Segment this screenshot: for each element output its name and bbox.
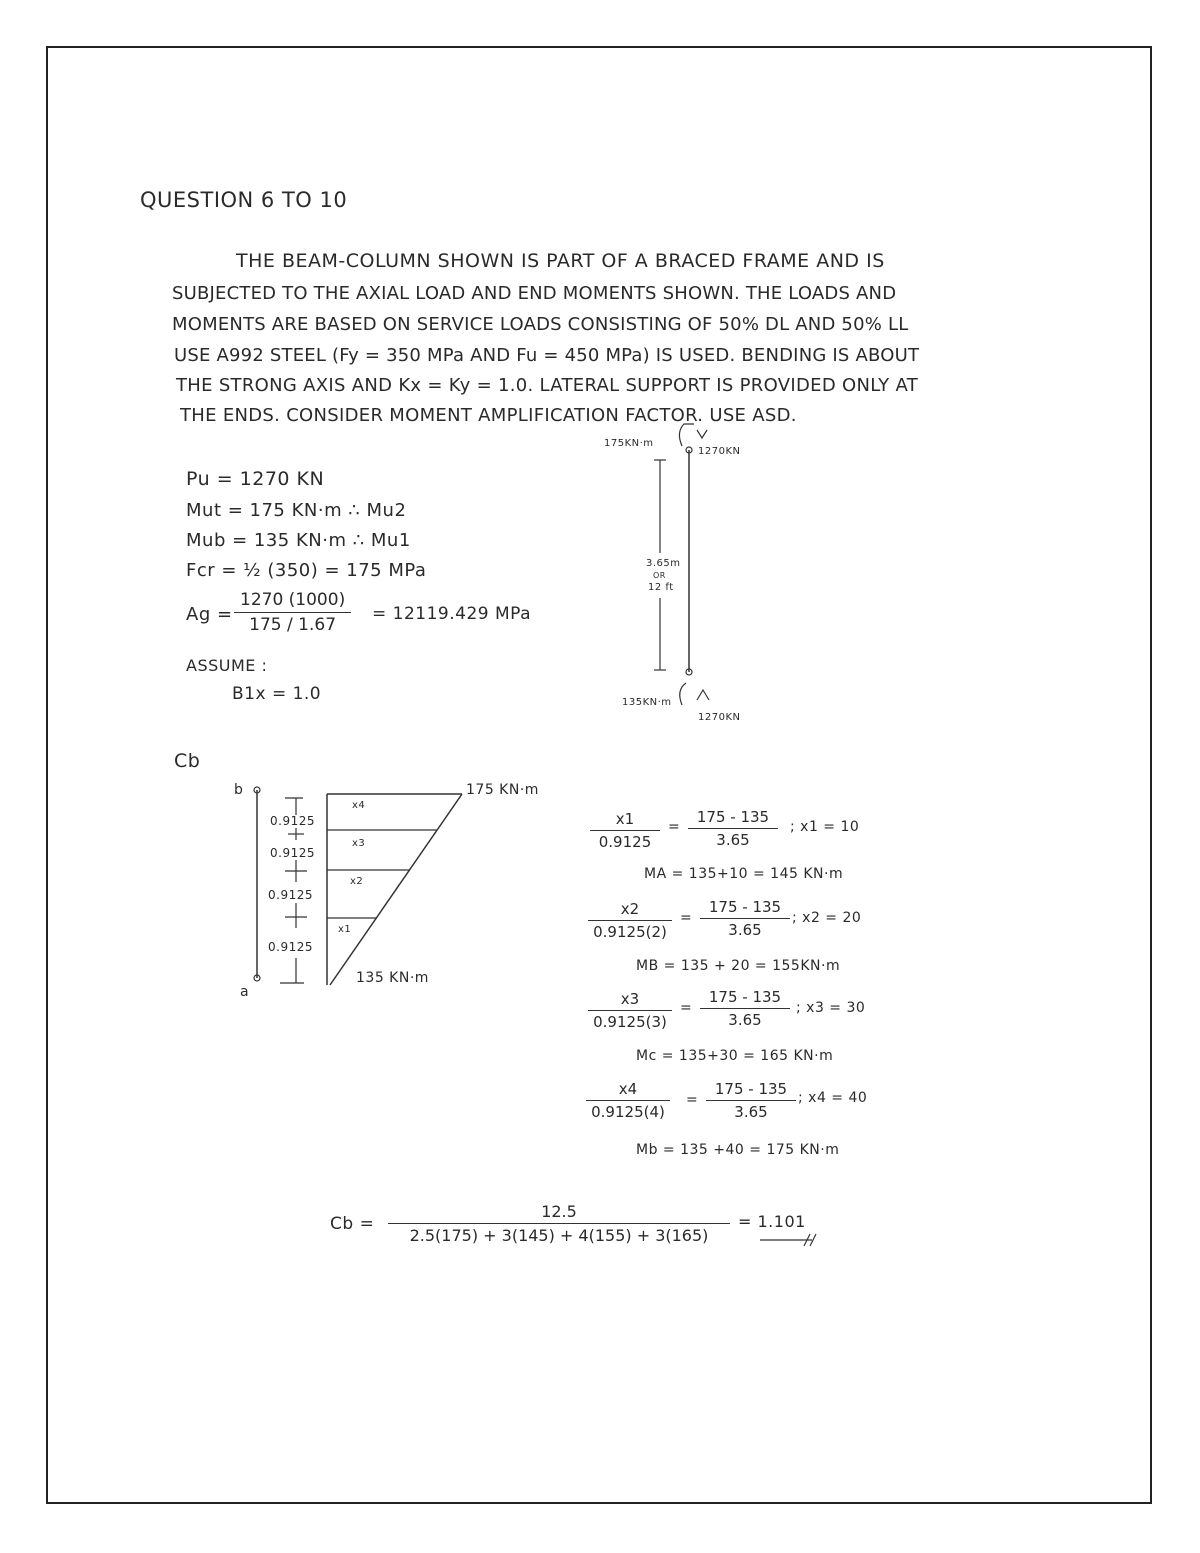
column-length: 3.65m: [646, 558, 681, 569]
cb-heading: Cb: [174, 750, 201, 772]
pu-value: Pu = 1270 KN: [186, 468, 325, 490]
mub-value: Mub = 135 KN·m ∴ Mu1: [186, 530, 411, 551]
calc3-left-num: x3: [588, 990, 672, 1011]
calc2-moment: MB = 135 + 20 = 155KN·m: [636, 958, 841, 974]
problem-line-1: THE BEAM-COLUMN SHOWN IS PART OF A BRACED FRAME AND IS: [236, 250, 885, 272]
problem-line-2: SUBJECTED TO THE AXIAL LOAD AND END MOMENTS SHOWN. THE LOADS AND: [172, 283, 897, 304]
calc4-moment: Mb = 135 +40 = 175 KN·m: [636, 1142, 840, 1158]
calc4-result: ; x4 = 40: [798, 1090, 868, 1106]
calc2-result: ; x2 = 20: [792, 910, 862, 926]
calc1-right-num: 175 - 135: [688, 808, 778, 829]
column-top-moment: 175KN·m: [604, 438, 654, 449]
calc1-equals: =: [668, 819, 681, 835]
calc4-right-den: 3.65: [734, 1103, 768, 1121]
calc1-moment: MA = 135+10 = 145 KN·m: [644, 866, 844, 882]
cb-formula-result: = 1.101: [738, 1212, 806, 1231]
ag-numerator: 1270 (1000): [234, 590, 351, 613]
calc3-moment: Mc = 135+30 = 165 KN·m: [636, 1048, 834, 1064]
cb-formula-num: 12.5: [388, 1202, 730, 1224]
problem-line-4: USE A992 STEEL (Fy = 350 MPa AND Fu = 450 MPa) IS USED. BENDING IS ABOUT: [174, 345, 920, 366]
calc1-right-den: 3.65: [716, 831, 750, 849]
diagram-top-moment: 175 KN·m: [466, 782, 539, 798]
problem-line-6: THE ENDS. CONSIDER MOMENT AMPLIFICATION FACTOR. USE ASD.: [180, 405, 797, 426]
x1-label: x1: [338, 924, 352, 935]
calc1-left-den: 0.9125: [598, 833, 652, 851]
calc4-equals: =: [686, 1092, 699, 1108]
point-b-label: b: [234, 782, 244, 798]
x2-label: x2: [350, 876, 364, 887]
calc2-left-num: x2: [588, 900, 672, 921]
calc1-left-num: x1: [590, 810, 660, 831]
cb-formula-label: Cb =: [330, 1214, 375, 1234]
calc4-right-num: 175 - 135: [706, 1080, 796, 1101]
calc4-left-num: x4: [586, 1080, 670, 1101]
cb-formula-den: 2.5(175) + 3(145) + 4(155) + 3(165): [409, 1226, 709, 1245]
problem-line-3: MOMENTS ARE BASED ON SERVICE LOADS CONSISTING OF 50% DL AND 50% LL: [172, 314, 909, 335]
calc2-left-den: 0.9125(2): [593, 923, 667, 941]
diagram-bottom-moment: 135 KN·m: [356, 970, 429, 986]
calc3-equals: =: [680, 1000, 693, 1016]
question-heading: QUESTION 6 TO 10: [140, 188, 348, 212]
problem-line-5: THE STRONG AXIS AND Kx = Ky = 1.0. LATERAL SUPPORT IS PROVIDED ONLY AT: [176, 375, 919, 396]
point-a-label: a: [240, 984, 250, 1000]
calc3-right-num: 175 - 135: [700, 988, 790, 1009]
column-bottom-load: 1270KN: [698, 712, 741, 723]
calc2-right-den: 3.65: [728, 921, 762, 939]
column-top-load: 1270KN: [698, 446, 741, 457]
segment-3: 0.9125: [268, 888, 313, 902]
fcr-value: Fcr = ½ (350) = 175 MPa: [186, 560, 427, 581]
calc3-result: ; x3 = 30: [796, 1000, 866, 1016]
segment-1: 0.9125: [270, 814, 315, 828]
assume-label: ASSUME :: [186, 656, 268, 675]
calc2-equals: =: [680, 910, 693, 926]
segment-2: 0.9125: [270, 846, 315, 860]
ag-denominator: 175 / 1.67: [249, 615, 337, 635]
segment-4: 0.9125: [268, 940, 313, 954]
calc3-left-den: 0.9125(3): [593, 1013, 667, 1031]
calc4-left-den: 0.9125(4): [591, 1103, 665, 1121]
calc1-result: ; x1 = 10: [790, 819, 860, 835]
b1x-value: B1x = 1.0: [232, 684, 322, 704]
calc2-right-num: 175 - 135: [700, 898, 790, 919]
column-bottom-moment: 135KN·m: [622, 697, 672, 708]
ag-result: = 12119.429 MPa: [372, 604, 532, 624]
column-length-ft: 12 ft: [648, 582, 674, 593]
column-length-or: OR: [653, 571, 666, 580]
calc3-right-den: 3.65: [728, 1011, 762, 1029]
ag-label: Ag =: [186, 604, 233, 625]
x4-label: x4: [352, 800, 366, 811]
mut-value: Mut = 175 KN·m ∴ Mu2: [186, 500, 407, 521]
x3-label: x3: [352, 838, 366, 849]
